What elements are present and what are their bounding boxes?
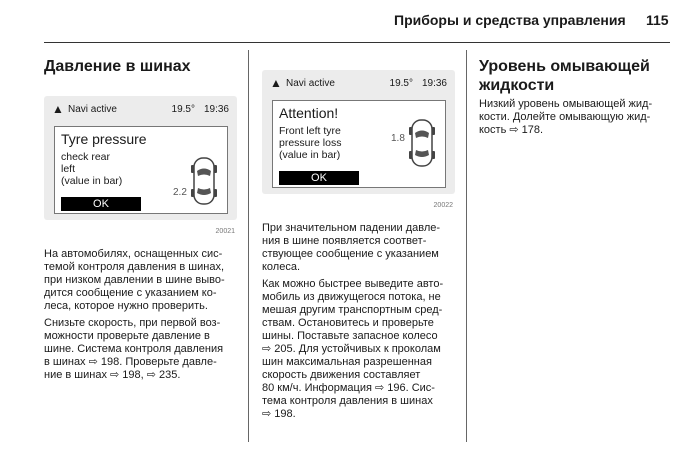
text-line: кости. Долейте омывающую жид-: [479, 111, 651, 123]
figure-tyre-pressure: [44, 96, 237, 238]
status-bar: [268, 76, 449, 94]
text-line: леса, которое нужно проверить.: [44, 300, 208, 312]
dialog-line: Front left tyre: [279, 125, 341, 137]
text-line: тема контроля давления в шинах: [262, 395, 433, 407]
dialog-title: Attention!: [279, 105, 339, 121]
navigation-arrow-icon: ▲: [270, 76, 282, 90]
page-header: [0, 0, 700, 48]
heading-line: Уровень омывающей: [479, 58, 650, 75]
text-line: мешая другим транспортным сред-: [262, 304, 443, 316]
heading-line: жидкости: [479, 77, 555, 94]
dialog-line: check rear: [61, 151, 111, 163]
text-line: шины. Поставьте запасное колесо: [262, 330, 438, 342]
temperature: 19.5°: [171, 104, 195, 115]
status-bar: [50, 102, 231, 120]
clock: 19:36: [203, 104, 229, 115]
temperature: 19.5°: [389, 78, 413, 89]
nav-label: Navi active: [286, 78, 335, 89]
dialog-box: [54, 126, 228, 214]
section-title: Приборы и средства управления: [394, 12, 626, 28]
text-line: темой контроля давления в шинах,: [44, 261, 225, 273]
text-line: Снизьте скорость, при первой воз-: [44, 317, 221, 329]
figure-code: 20021: [215, 228, 235, 235]
dialog-title: Tyre pressure: [61, 131, 147, 147]
figure-attention: [262, 70, 455, 212]
dialog-line: pressure loss: [279, 137, 342, 149]
text-line: Низкий уровень омывающей жид-: [479, 98, 653, 110]
nav-label: Navi active: [68, 104, 117, 115]
text-line: шин максимальная разрешенная: [262, 356, 432, 368]
car-top-view-icon: [189, 155, 219, 207]
header-divider: [44, 42, 670, 43]
paragraph: [479, 98, 679, 137]
text-line: при низком давлении в шине выво-: [44, 274, 225, 286]
heading-tyre-pressure: Давление в шинах: [44, 58, 191, 75]
text-line: можности проверьте давление в: [44, 330, 210, 342]
display-panel: [262, 70, 455, 194]
text-line: скорость движения составляет: [262, 369, 421, 381]
paragraph: [44, 317, 244, 382]
navigation-arrow-icon: ▲: [52, 102, 64, 116]
display-panel: [44, 96, 237, 220]
figure-code: 20022: [433, 202, 453, 209]
dialog-line: (value in bar): [61, 175, 123, 187]
text-line: шине. Система контроля давления: [44, 343, 224, 355]
text-line: ния в шине появляется соответ-: [262, 235, 427, 247]
text-line: ⇨ 205. Для устойчивых к проколам: [262, 343, 441, 355]
text-line: ⇨ 198.: [262, 408, 296, 420]
clock: 19:36: [421, 78, 447, 89]
text-line: ние в шинах ⇨ 198, ⇨ 235.: [44, 369, 181, 381]
ok-button[interactable]: OK: [279, 171, 359, 185]
heading-washer-fluid: [479, 57, 650, 95]
text-line: На автомобилях, оснащенных сис-: [44, 248, 223, 260]
text-line: ствующее сообщение с указанием: [262, 248, 439, 260]
text-line: кость ⇨ 178.: [479, 124, 544, 136]
paragraph: [262, 278, 462, 421]
dialog-box: [272, 100, 446, 188]
body-col1: [44, 248, 244, 386]
page-number: 115: [646, 12, 669, 28]
dialog-line: (value in bar): [279, 149, 341, 161]
text-line: ствам. Остановитесь и проверьте: [262, 317, 434, 329]
body-col3: [479, 98, 679, 141]
ok-button[interactable]: OK: [61, 197, 141, 211]
text-line: дится сообщение с указанием ко-: [44, 287, 217, 299]
pressure-value: 2.2: [173, 187, 187, 198]
text-line: колеса.: [262, 261, 301, 273]
text-line: При значительном падении давле-: [262, 222, 441, 234]
car-top-view-icon: [407, 117, 437, 169]
text-line: мобиль из движущегося потока, не: [262, 291, 441, 303]
dialog-line: left: [61, 163, 76, 175]
body-col2: [262, 222, 462, 425]
column-divider: [248, 50, 249, 442]
text-line: Как можно быстрее выведите авто-: [262, 278, 444, 290]
text-line: 80 км/ч. Информация ⇨ 196. Сис-: [262, 382, 435, 394]
pressure-value: 1.8: [391, 133, 405, 144]
column-divider: [466, 50, 467, 442]
text-line: в шинах ⇨ 198. Проверьте давле-: [44, 356, 217, 368]
paragraph: [44, 248, 244, 313]
paragraph: [262, 222, 462, 274]
